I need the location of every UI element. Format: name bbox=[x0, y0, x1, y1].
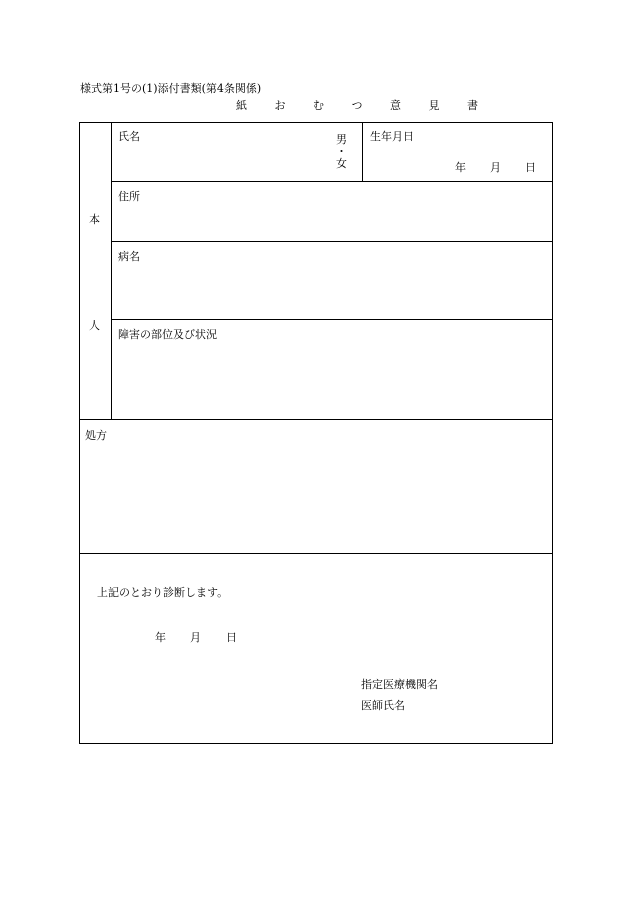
cert-month-unit: 月 bbox=[190, 631, 201, 644]
border-bottom bbox=[79, 743, 553, 744]
name-birth-divider bbox=[362, 122, 363, 182]
disease-label: 病名 bbox=[118, 250, 140, 263]
form-number: 様式第1号の(1)添付書類(第4条関係) bbox=[80, 82, 262, 95]
row-line-5 bbox=[79, 553, 553, 554]
row-line-2 bbox=[111, 241, 553, 242]
border-top bbox=[79, 122, 553, 123]
document-title: 紙 お む つ 意 見 書 bbox=[236, 99, 490, 112]
doctor-label: 医師氏名 bbox=[361, 699, 405, 712]
sex-female: 女 bbox=[336, 157, 347, 170]
birthdate-label: 生年月日 bbox=[370, 130, 414, 143]
institution-label: 指定医療機関名 bbox=[361, 678, 438, 691]
disability-label: 障害の部位及び状況 bbox=[118, 328, 217, 341]
prescription-label: 処方 bbox=[85, 429, 107, 442]
birth-year-unit: 年 bbox=[455, 161, 466, 174]
sex-male: 男 bbox=[336, 133, 347, 146]
address-label: 住所 bbox=[118, 190, 140, 203]
cert-day-unit: 日 bbox=[226, 631, 237, 644]
row-line-4 bbox=[79, 419, 553, 420]
side-label-bottom: 人 bbox=[89, 319, 100, 332]
certification-statement: 上記のとおり診断します。 bbox=[97, 586, 229, 599]
border-right bbox=[552, 122, 553, 744]
border-left bbox=[79, 122, 80, 744]
row-line-3 bbox=[111, 319, 553, 320]
sex-dot: ・ bbox=[336, 145, 347, 158]
side-label-top: 本 bbox=[89, 213, 100, 226]
row-line-1 bbox=[111, 181, 553, 182]
birth-month-unit: 月 bbox=[490, 161, 501, 174]
side-label-divider bbox=[111, 122, 112, 420]
birth-day-unit: 日 bbox=[525, 161, 536, 174]
name-label: 氏名 bbox=[118, 130, 140, 143]
cert-year-unit: 年 bbox=[155, 631, 166, 644]
